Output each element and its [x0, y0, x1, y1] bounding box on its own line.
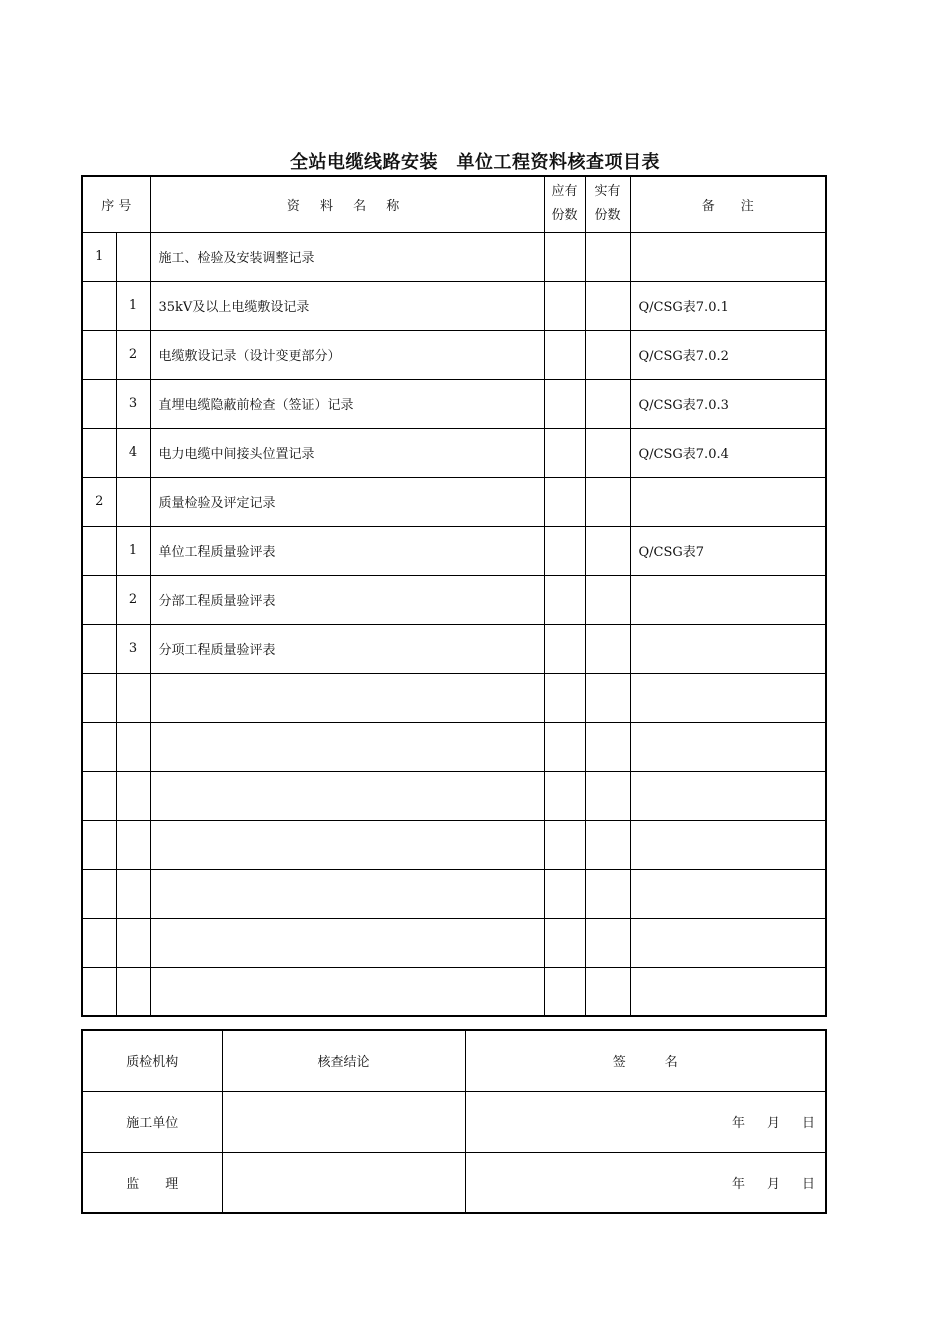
row-minor-number: 1	[116, 281, 150, 330]
month-label: 月	[766, 1116, 780, 1131]
row-should-have-count[interactable]	[544, 330, 585, 379]
row-minor-number	[116, 820, 150, 869]
row-remark	[630, 232, 826, 281]
row-item-name	[150, 771, 544, 820]
row-minor-number: 2	[116, 330, 150, 379]
header-actual-line2: 份数	[594, 208, 621, 224]
row-major-number: 1	[82, 232, 116, 281]
row-minor-number	[116, 918, 150, 967]
table-row	[82, 722, 826, 771]
conclusion-label: 核查结论	[222, 1030, 465, 1091]
table-header-row	[82, 176, 826, 232]
row-actual-count[interactable]	[585, 379, 630, 428]
supervision-date-cell[interactable]	[465, 1152, 826, 1213]
row-should-have-count[interactable]	[544, 918, 585, 967]
row-item-name	[150, 722, 544, 771]
row-major-number	[82, 673, 116, 722]
construction-date-cell[interactable]	[465, 1091, 826, 1152]
row-minor-number	[116, 869, 150, 918]
month-label: 月	[766, 1176, 780, 1192]
row-should-have-count[interactable]	[544, 526, 585, 575]
row-actual-count[interactable]	[585, 281, 630, 330]
row-major-number	[82, 624, 116, 673]
day-label: 日	[801, 1116, 815, 1131]
row-minor-number	[116, 722, 150, 771]
row-actual-count[interactable]	[585, 771, 630, 820]
row-item-name: 施工、检验及安装调整记录	[150, 232, 544, 281]
row-item-name	[150, 967, 544, 1016]
table-row	[82, 624, 826, 673]
row-remark	[630, 820, 826, 869]
row-actual-count[interactable]	[585, 918, 630, 967]
row-minor-number: 3	[116, 379, 150, 428]
row-remark	[630, 918, 826, 967]
table-row	[82, 232, 826, 281]
table-row	[82, 379, 826, 428]
row-actual-count[interactable]	[585, 232, 630, 281]
supervision-row	[82, 1152, 826, 1213]
header-should-have	[544, 176, 585, 232]
row-should-have-count[interactable]	[544, 967, 585, 1016]
table-row	[82, 526, 826, 575]
row-minor-number: 1	[116, 526, 150, 575]
signature-label: 签 名	[465, 1030, 826, 1091]
row-should-have-count[interactable]	[544, 869, 585, 918]
row-should-have-count[interactable]	[544, 575, 585, 624]
table-row	[82, 330, 826, 379]
row-actual-count[interactable]	[585, 869, 630, 918]
row-actual-count[interactable]	[585, 330, 630, 379]
row-should-have-count[interactable]	[544, 624, 585, 673]
header-actual-line1: 实有	[594, 184, 621, 200]
construction-conclusion-cell[interactable]	[222, 1091, 465, 1152]
year-label: 年	[731, 1176, 745, 1192]
row-actual-count[interactable]	[585, 967, 630, 1016]
table-row	[82, 281, 826, 330]
table-row	[82, 918, 826, 967]
row-remark: Q/CSG表7	[630, 526, 826, 575]
table-row	[82, 428, 826, 477]
row-should-have-count[interactable]	[544, 673, 585, 722]
row-should-have-count[interactable]	[544, 379, 585, 428]
row-item-name	[150, 673, 544, 722]
row-item-name: 35kV及以上电缆敷设记录	[150, 281, 544, 330]
table-row	[82, 477, 826, 526]
row-minor-number: 3	[116, 624, 150, 673]
row-remark: Q/CSG表7.0.4	[630, 428, 826, 477]
row-item-name	[150, 820, 544, 869]
signature-table	[81, 1029, 827, 1214]
row-remark	[630, 869, 826, 918]
row-minor-number	[116, 967, 150, 1016]
row-minor-number: 4	[116, 428, 150, 477]
row-major-number	[82, 575, 116, 624]
row-remark	[630, 967, 826, 1016]
table-row	[82, 869, 826, 918]
row-major-number	[82, 428, 116, 477]
header-actual	[585, 176, 630, 232]
row-major-number	[82, 526, 116, 575]
row-major-number	[82, 281, 116, 330]
row-major-number	[82, 722, 116, 771]
table-row	[82, 967, 826, 1016]
row-minor-number	[116, 771, 150, 820]
row-major-number	[82, 330, 116, 379]
row-actual-count[interactable]	[585, 575, 630, 624]
row-remark	[630, 722, 826, 771]
header-remark: 备 注	[630, 176, 826, 232]
signature-header-row	[82, 1030, 826, 1091]
header-should-have-line1: 应有	[551, 184, 578, 200]
supervision-label: 监 理	[82, 1152, 222, 1213]
row-should-have-count[interactable]	[544, 722, 585, 771]
row-remark	[630, 477, 826, 526]
row-remark: Q/CSG表7.0.2	[630, 330, 826, 379]
row-actual-count[interactable]	[585, 428, 630, 477]
header-should-have-line2: 份数	[551, 208, 578, 224]
row-major-number	[82, 918, 116, 967]
row-item-name: 电力电缆中间接头位置记录	[150, 428, 544, 477]
row-actual-count[interactable]	[585, 722, 630, 771]
row-actual-count[interactable]	[585, 477, 630, 526]
row-minor-number	[116, 477, 150, 526]
page-title: 全站电缆线路安装 单位工程资料核查项目表	[290, 152, 660, 173]
table-row	[82, 575, 826, 624]
org-label: 质检机构	[82, 1030, 222, 1091]
header-name: 资 料 名 称	[150, 176, 544, 232]
row-actual-count[interactable]	[585, 526, 630, 575]
row-item-name: 分部工程质量验评表	[150, 575, 544, 624]
row-should-have-count[interactable]	[544, 281, 585, 330]
row-major-number: 2	[82, 477, 116, 526]
row-item-name	[150, 918, 544, 967]
row-major-number	[82, 771, 116, 820]
row-remark: Q/CSG表7.0.1	[630, 281, 826, 330]
year-label: 年	[731, 1116, 745, 1131]
day-label: 日	[801, 1176, 815, 1192]
row-remark	[630, 575, 826, 624]
row-remark	[630, 771, 826, 820]
row-remark	[630, 624, 826, 673]
row-should-have-count[interactable]	[544, 820, 585, 869]
row-minor-number: 2	[116, 575, 150, 624]
inspection-items-table	[81, 175, 827, 1017]
row-actual-count[interactable]	[585, 673, 630, 722]
row-item-name: 单位工程质量验评表	[150, 526, 544, 575]
row-major-number	[82, 379, 116, 428]
row-major-number	[82, 967, 116, 1016]
row-remark	[630, 673, 826, 722]
row-major-number	[82, 869, 116, 918]
row-should-have-count[interactable]	[544, 232, 585, 281]
row-should-have-count[interactable]	[544, 477, 585, 526]
row-remark: Q/CSG表7.0.3	[630, 379, 826, 428]
table-row	[82, 820, 826, 869]
row-item-name: 质量检验及评定记录	[150, 477, 544, 526]
row-item-name: 电缆敷设记录（设计变更部分）	[150, 330, 544, 379]
row-item-name: 直埋电缆隐蔽前检查（签证）记录	[150, 379, 544, 428]
row-actual-count[interactable]	[585, 820, 630, 869]
row-major-number	[82, 820, 116, 869]
supervision-conclusion-cell[interactable]	[222, 1152, 465, 1213]
table-row	[82, 771, 826, 820]
construction-row	[82, 1091, 826, 1152]
row-actual-count[interactable]	[585, 624, 630, 673]
construction-label: 施工单位	[82, 1091, 222, 1152]
row-item-name: 分项工程质量验评表	[150, 624, 544, 673]
header-seq: 序 号	[82, 176, 150, 232]
row-minor-number	[116, 232, 150, 281]
table-row	[82, 673, 826, 722]
row-should-have-count[interactable]	[544, 428, 585, 477]
row-item-name	[150, 869, 544, 918]
row-should-have-count[interactable]	[544, 771, 585, 820]
row-minor-number	[116, 673, 150, 722]
